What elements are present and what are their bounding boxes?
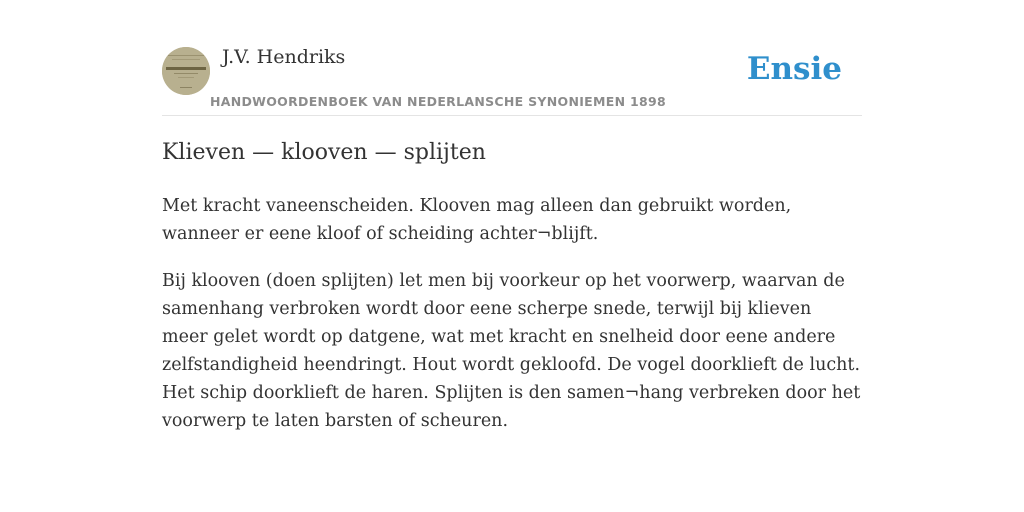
entry-content <box>162 192 862 454</box>
book-cover-avatar <box>162 47 210 95</box>
entry-title: Klieven — klooven — splijten <box>162 140 486 165</box>
book-cover-image <box>162 47 210 95</box>
author-name[interactable]: J.V. Hendriks <box>222 46 346 68</box>
paragraph: Bij klooven (doen splijten) let men bij voorkeur op het voorwerp, waarvan de samenhang verbroken wordt door eene scherpe snede, terwijl bij klieven meer gelet wordt op datgene, wat met kracht en snelheid door eene andere zelfstandigheid heendringt. Hout wordt gekloofd. De vogel doorklieft de lucht. Het schip doorklieft de haren. Splijten is den samen¬hang verbreken door het voorwerp te laten barsten of scheuren. <box>162 271 861 431</box>
source-title[interactable]: HANDWOORDENBOEK VAN NEDERLANSCHE SYNONIEMEN 1898 <box>210 94 667 109</box>
brand-logo[interactable]: Ensie <box>746 51 842 87</box>
paragraph: Met kracht vaneenscheiden. Klooven mag alleen dan gebruikt worden, wanneer er eene kloof of scheiding achter¬blijft. <box>162 196 792 244</box>
header-divider <box>162 115 862 116</box>
header <box>162 0 862 116</box>
